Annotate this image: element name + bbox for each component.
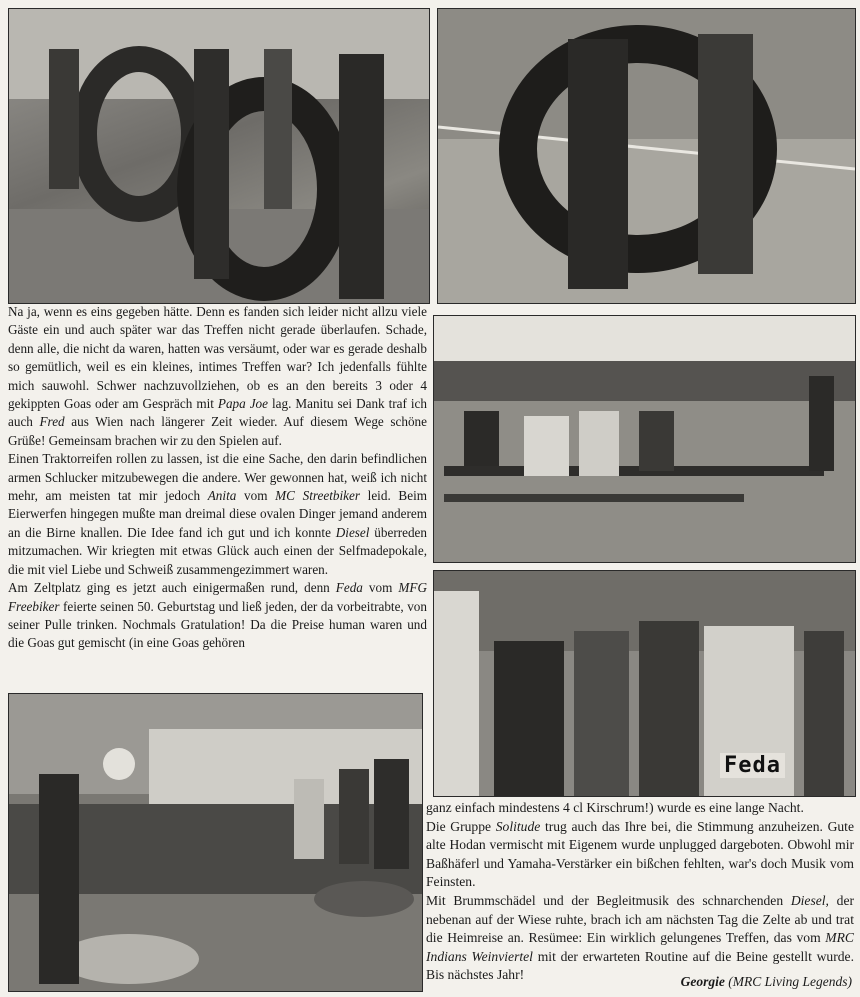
name-feda: Feda <box>335 580 363 596</box>
text-segment: Die Gruppe <box>426 818 496 834</box>
photo-egg-throwing <box>8 693 423 992</box>
text-segment: leid. Beim Eierwerfen hingegen mußte man dreimal diese ovalen Dinger jemand anderem an die Birne knallen. Die Idee fand ich gut und ich konnte <box>8 488 427 540</box>
text-segment: feierte seinen 50. Geburtstag und ließ jeden, der da vorbeitrabte, von seiner Pulle trinken. Nochmals Gratulation! Da die Preise human waren und die Goas gut gemischt (in eine Goas gehören <box>8 598 427 651</box>
paragraph-departure <box>426 892 854 985</box>
text-segment: trug auch das Ihre bei, die Stimmung anzuheizen. Gute alte Hodan vermischt mit Eigenem wurde unplugged dargeboten. Obwohl mir Baßhäferl und Yamaha-Verstärker ein bißchen fehlten, war's doch Musik vom Feinsten. <box>426 818 854 890</box>
paragraph-games <box>8 450 427 579</box>
club-mrc-indians-weinviertel: MRC Indians Weinviertel <box>426 930 854 964</box>
name-anita: Anita <box>207 488 237 504</box>
photo-tire-rolling-graphic <box>9 9 429 303</box>
text-segment: aus Wien nach längerer Zeit wieder. Auf diesem Wege schöne Grüße! Gemeinsam brachen wir zu den Spielen auf. <box>8 414 427 448</box>
photo-label-feda: Feda <box>720 753 785 778</box>
author-club: (MRC Living Legends) <box>724 974 852 989</box>
photo-egg-throwing-graphic <box>9 694 422 991</box>
paragraph-intro <box>8 303 427 450</box>
text-segment: vom <box>362 580 399 596</box>
photo-toast <box>433 570 856 797</box>
name-fred: Fred <box>39 414 65 430</box>
text-segment: der nebenan auf der Wiese ruhte, brach ich am nächsten Tag die Zelte ab und trat die Heimreise an. Resümee: Ein wirklich gelungenes Treffen, das vom <box>426 892 855 946</box>
name-papa-joe: Papa Joe <box>217 396 269 412</box>
text-segment: mit der erwarteten Routine auf die Beine gestellt wurde. Bis nächstes Jahr! <box>426 948 854 983</box>
band-solitude: Solitude <box>495 818 541 834</box>
name-diesel: Diesel <box>335 524 370 540</box>
paragraph-music <box>426 818 854 892</box>
paragraph-night: ganz einfach mindestens 4 cl Kirschrum!) wurde es eine lange Nacht. <box>426 800 804 815</box>
article-column-right <box>426 799 854 985</box>
author-signature <box>681 974 852 990</box>
photo-toast-graphic <box>434 571 855 796</box>
club-mc-streetbiker: MC Streetbiker <box>275 488 360 504</box>
text-segment: Mit Brummschädel und der Begleitmusik des schnarchenden <box>426 892 791 908</box>
photo-tire-rolling <box>8 8 430 304</box>
photo-benches <box>433 315 856 563</box>
photo-tire-duo <box>437 8 856 304</box>
name-diesel: Diesel, <box>790 892 829 908</box>
author-name: Georgie <box>680 974 725 989</box>
text-segment: überreden mitzumachen. Wir kriegten mit etwas Glück auch einen der Selfmadepokale, die mit viel Liebe und Schweiß zusammengezimmert waren. <box>8 524 427 577</box>
paragraph-campsite <box>8 579 427 653</box>
text-segment: Na ja, wenn es eins gegeben hätte. Denn es fanden sich leider nicht allzu viele Gäste ein und auch später war das Treffen nicht gerade überlaufen. Schade, denn alle, die nicht da waren, hatten was versäumt, oder war es gerade deshalb so gemütlich, weil es ein kleines, intimes Treffen war? Ich jedenfalls fühlte mich sauwohl. Schwer nachzuvollziehen, ob es an den bereits 3 oder 4 gekippten Goas oder am Gespräch mit <box>8 304 427 412</box>
club-mfg-freebiker: MFG Freebiker <box>8 580 427 614</box>
photo-benches-graphic <box>434 316 855 562</box>
photo-tire-duo-graphic <box>438 9 855 303</box>
text-segment: lag. Manitu sei Dank traf ich auch <box>8 396 427 430</box>
text-segment: vom <box>236 488 276 504</box>
text-segment: Einen Traktorreifen rollen zu lassen, ist die eine Sache, den darin befindlichen armen Schlucker mitzubewegen die andere. Wer gewonnen hat, weiß ich nicht mehr, am meisten tat mir jedoch <box>8 451 427 504</box>
text-segment: Am Zeltplatz ging es jetzt auch einigermaßen rund, denn <box>8 580 336 596</box>
article-column-left <box>8 303 427 653</box>
